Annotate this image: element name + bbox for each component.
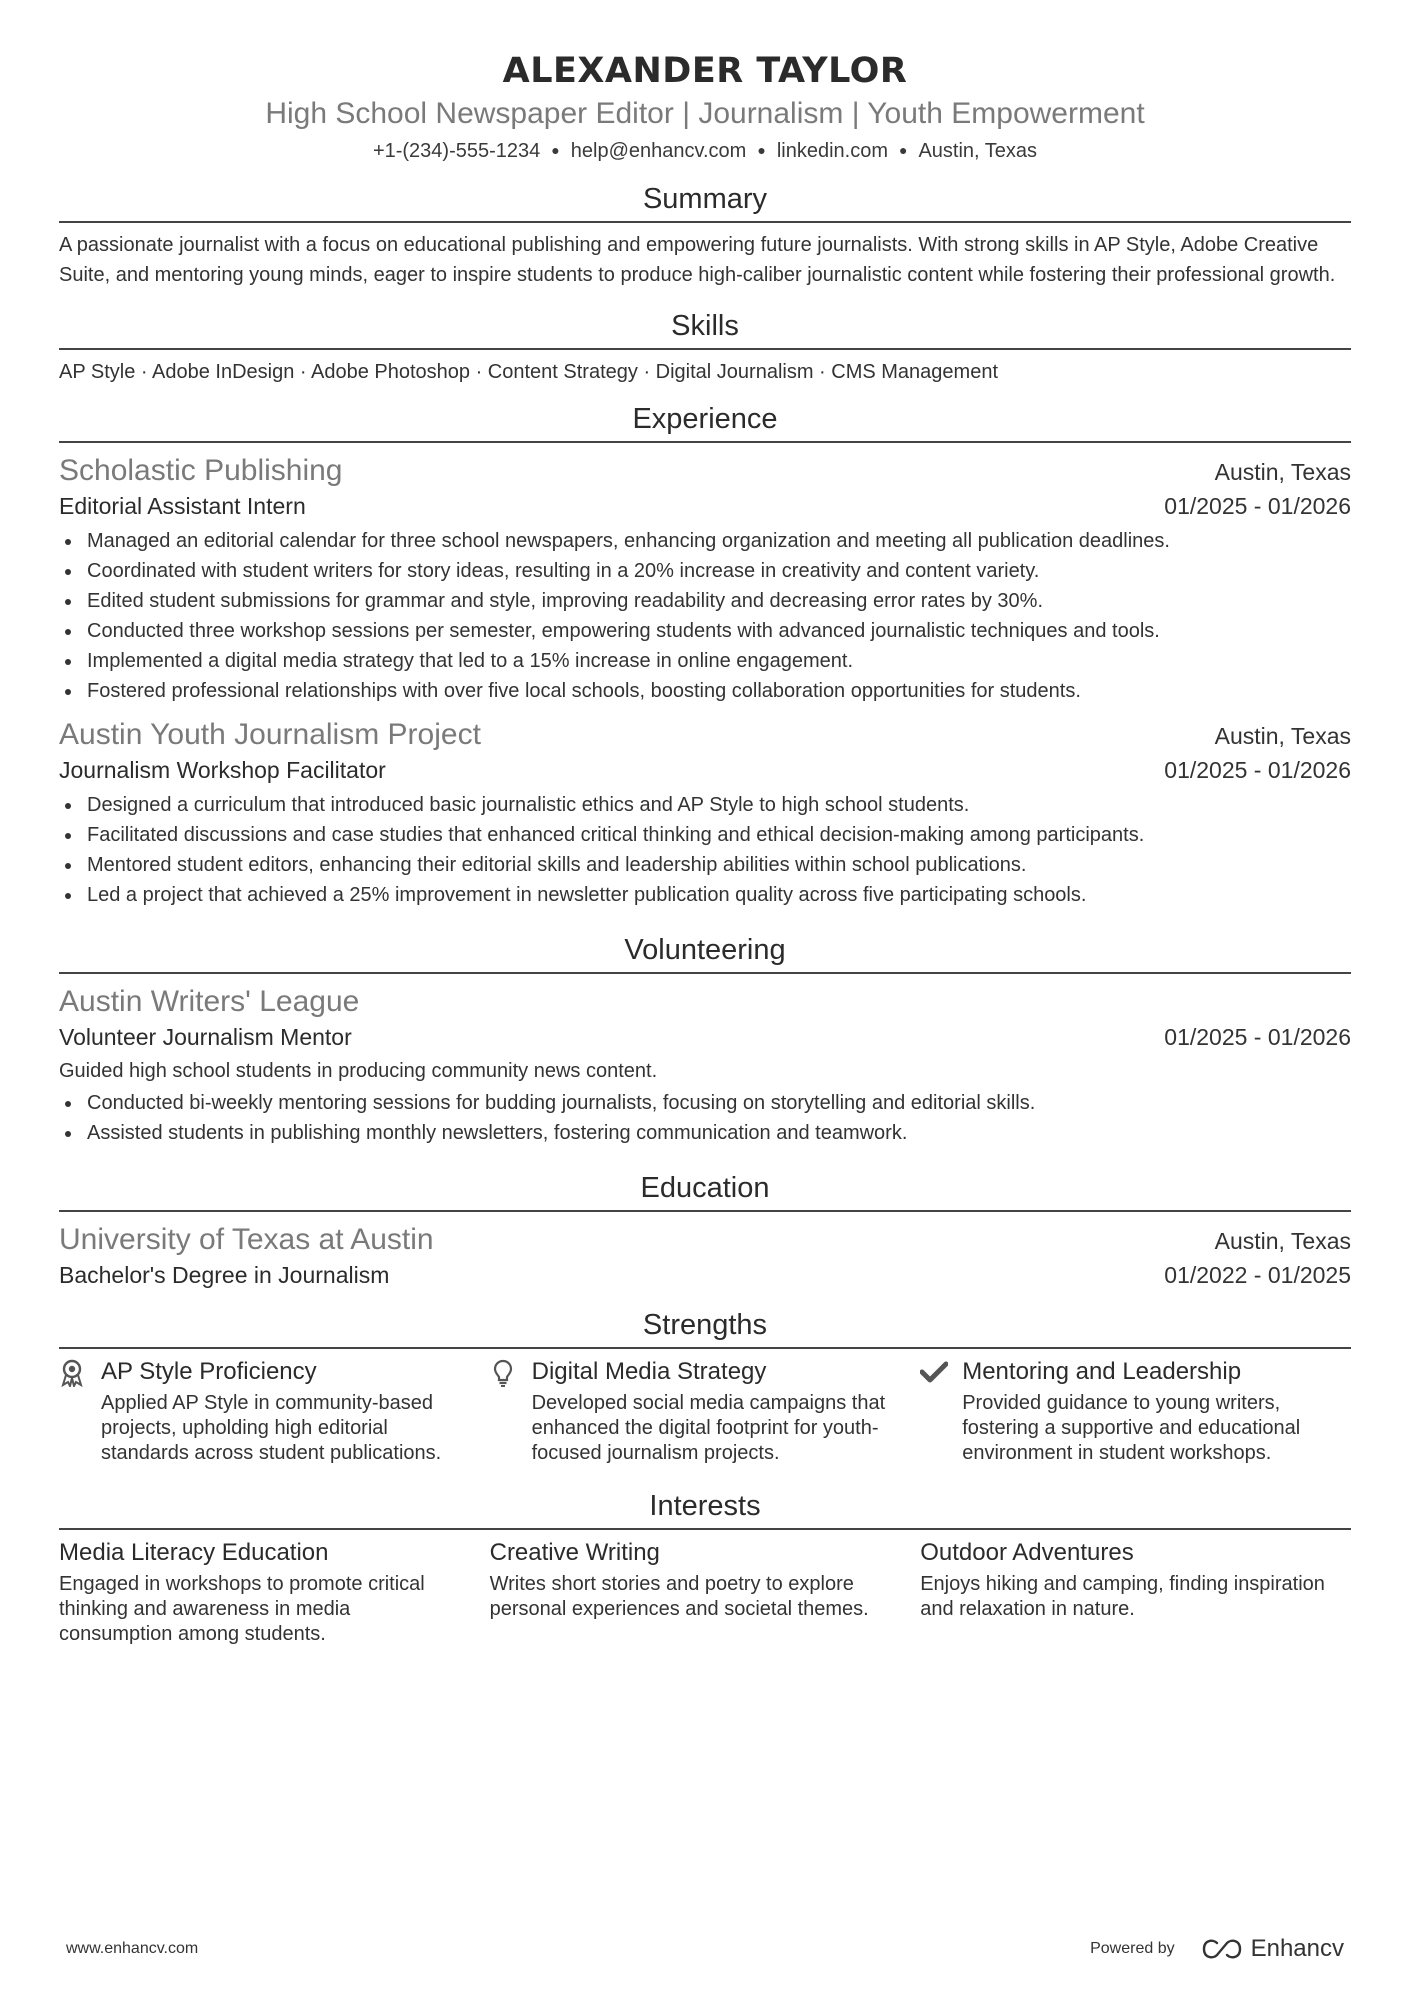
achievement-list	[59, 526, 1351, 706]
enhancv-logo-icon	[1201, 1938, 1243, 1960]
strength-title: AP Style Proficiency	[101, 1358, 317, 1385]
school-location: Austin, Texas	[1214, 1228, 1351, 1254]
interest-item	[490, 1537, 921, 1647]
company-name: Austin Youth Journalism Project	[59, 718, 481, 751]
strength-description: Developed social media campaigns that enhanced the digital footprint for youth-focused journalism projects.	[531, 1392, 886, 1464]
section-title: Volunteering	[59, 932, 1351, 974]
achievement-item: Edited student submissions for grammar and style, improving readability and decreasing error rates by 30%.	[59, 586, 1351, 616]
interest-description: Engaged in workshops to promote critical thinking and awareness in media consumption among students.	[59, 1573, 425, 1645]
lightbulb-icon	[490, 1356, 520, 1466]
volunteering-entry	[59, 983, 1351, 1148]
job-location: Austin, Texas	[1214, 459, 1351, 485]
candidate-name: ALEXANDER TAYLOR	[502, 51, 908, 91]
strength-title: Digital Media Strategy	[531, 1358, 767, 1385]
volunteer-role: Volunteer Journalism Mentor	[59, 1024, 352, 1050]
job-dates: 01/2025 - 01/2026	[1164, 757, 1351, 783]
achievement-item: Conducted three workshop sessions per semester, empowering students with advanced journalistic techniques and tools.	[59, 616, 1351, 646]
experience-entry	[59, 716, 1351, 910]
award-icon	[59, 1356, 89, 1466]
achievement-item: Designed a curriculum that introduced basic journalistic ethics and AP Style to high school students.	[59, 790, 1351, 820]
strengths-section	[59, 1307, 1351, 1466]
page-footer	[66, 1935, 1344, 1963]
contact-line	[59, 136, 1351, 165]
section-title: Strengths	[59, 1307, 1351, 1349]
powered-by-label: Powered by	[1090, 1940, 1175, 1957]
strength-item	[920, 1356, 1329, 1466]
section-title: Interests	[59, 1488, 1351, 1530]
achievement-item: Fostered professional relationships with over five local schools, boosting collaboration opportunities for students.	[59, 676, 1351, 706]
summary-section	[59, 181, 1351, 290]
experience-section	[59, 401, 1351, 910]
interest-title: Creative Writing	[489, 1539, 660, 1566]
summary-text: A passionate journalist with a focus on educational publishing and empowering future journalists. With strong skills in AP Style, Adobe Creative Suite, and mentoring young minds, eager to inspire students to produce high-caliber journalistic content while fostering their professional growth.	[59, 234, 1336, 286]
achievement-list	[59, 790, 1351, 910]
interests-section	[59, 1488, 1351, 1647]
candidate-tagline: High School Newspaper Editor | Journalism | Youth Empowerment	[265, 97, 1145, 130]
achievement-item: Implemented a digital media strategy that led to a 15% increase in online engagement.	[59, 646, 1351, 676]
skills-list: AP Style · Adobe InDesign · Adobe Photoshop · Content Strategy · Digital Journalism · CMS Management	[59, 361, 999, 383]
strength-item	[59, 1356, 468, 1466]
candidate-location: Austin, Texas	[918, 140, 1038, 162]
strength-title: Mentoring and Leadership	[962, 1358, 1242, 1385]
job-title: Editorial Assistant Intern	[59, 493, 306, 519]
interest-title: Media Literacy Education	[59, 1539, 329, 1566]
achievement-item: Facilitated discussions and case studies that enhanced critical thinking and ethical decision-making among participants.	[59, 820, 1351, 850]
achievement-item: Managed an editorial calendar for three school newspapers, enhancing organization and meeting all publication deadlines.	[59, 526, 1351, 556]
job-title: Journalism Workshop Facilitator	[59, 757, 386, 783]
contact-separator: ●	[898, 142, 908, 158]
achievement-item: Assisted students in publishing monthly newsletters, fostering communication and teamwork.	[59, 1118, 1351, 1148]
contact-separator: ●	[757, 142, 766, 158]
job-location: Austin, Texas	[1214, 723, 1351, 749]
job-dates: 01/2025 - 01/2026	[1164, 493, 1351, 519]
strength-description: Applied AP Style in community-based projects, upholding high editorial standards across student publications.	[101, 1392, 442, 1464]
checkmark-icon	[920, 1356, 950, 1466]
resume-header	[59, 48, 1351, 165]
education-section	[59, 1170, 1351, 1291]
organization-name: Austin Writers' League	[59, 985, 360, 1018]
section-title: Education	[59, 1170, 1351, 1212]
interest-item	[920, 1537, 1351, 1647]
strength-item	[490, 1356, 899, 1466]
achievement-item: Conducted bi-weekly mentoring sessions for budding journalists, focusing on storytelling and editorial skills.	[59, 1088, 1351, 1118]
education-dates: 01/2022 - 01/2025	[1164, 1262, 1351, 1288]
company-name: Scholastic Publishing	[59, 454, 343, 487]
interest-title: Outdoor Adventures	[920, 1539, 1134, 1566]
section-title: Summary	[59, 181, 1351, 223]
enhancv-brand[interactable]	[1201, 1935, 1344, 1963]
section-title: Skills	[59, 308, 1351, 350]
section-title: Experience	[59, 401, 1351, 443]
experience-entry	[59, 452, 1351, 706]
contact-separator: ●	[551, 142, 560, 158]
achievement-item: Coordinated with student writers for story ideas, resulting in a 20% increase in creativity and content variety.	[59, 556, 1351, 586]
email-link[interactable]: help@enhancv.com	[570, 140, 747, 162]
brand-name: Enhancv	[1250, 1935, 1344, 1962]
achievement-list	[59, 1088, 1351, 1148]
linkedin-link[interactable]: linkedin.com	[776, 140, 888, 162]
skills-section	[59, 308, 1351, 387]
achievement-item: Mentored student editors, enhancing their editorial skills and leadership abilities within school publications.	[59, 850, 1351, 880]
achievement-item: Led a project that achieved a 25% improvement in newsletter publication quality across five participating schools.	[59, 880, 1351, 910]
strength-description: Provided guidance to young writers, fostering a supportive and educational environment in student workshops.	[962, 1392, 1301, 1464]
interest-item	[59, 1537, 490, 1647]
volunteer-description: Guided high school students in producing community news content.	[59, 1060, 658, 1082]
volunteering-section	[59, 932, 1351, 1148]
school-name: University of Texas at Austin	[59, 1223, 434, 1256]
interest-description: Enjoys hiking and camping, finding inspiration and relaxation in nature.	[920, 1573, 1325, 1620]
interest-description: Writes short stories and poetry to explore personal experiences and societal themes.	[489, 1573, 869, 1620]
footer-website-link[interactable]: www.enhancv.com	[66, 1940, 199, 1957]
education-entry	[59, 1221, 1351, 1291]
phone-number: +1-(234)-555-1234	[372, 140, 541, 162]
volunteer-dates: 01/2025 - 01/2026	[1164, 1024, 1351, 1050]
degree-name: Bachelor's Degree in Journalism	[59, 1262, 390, 1288]
